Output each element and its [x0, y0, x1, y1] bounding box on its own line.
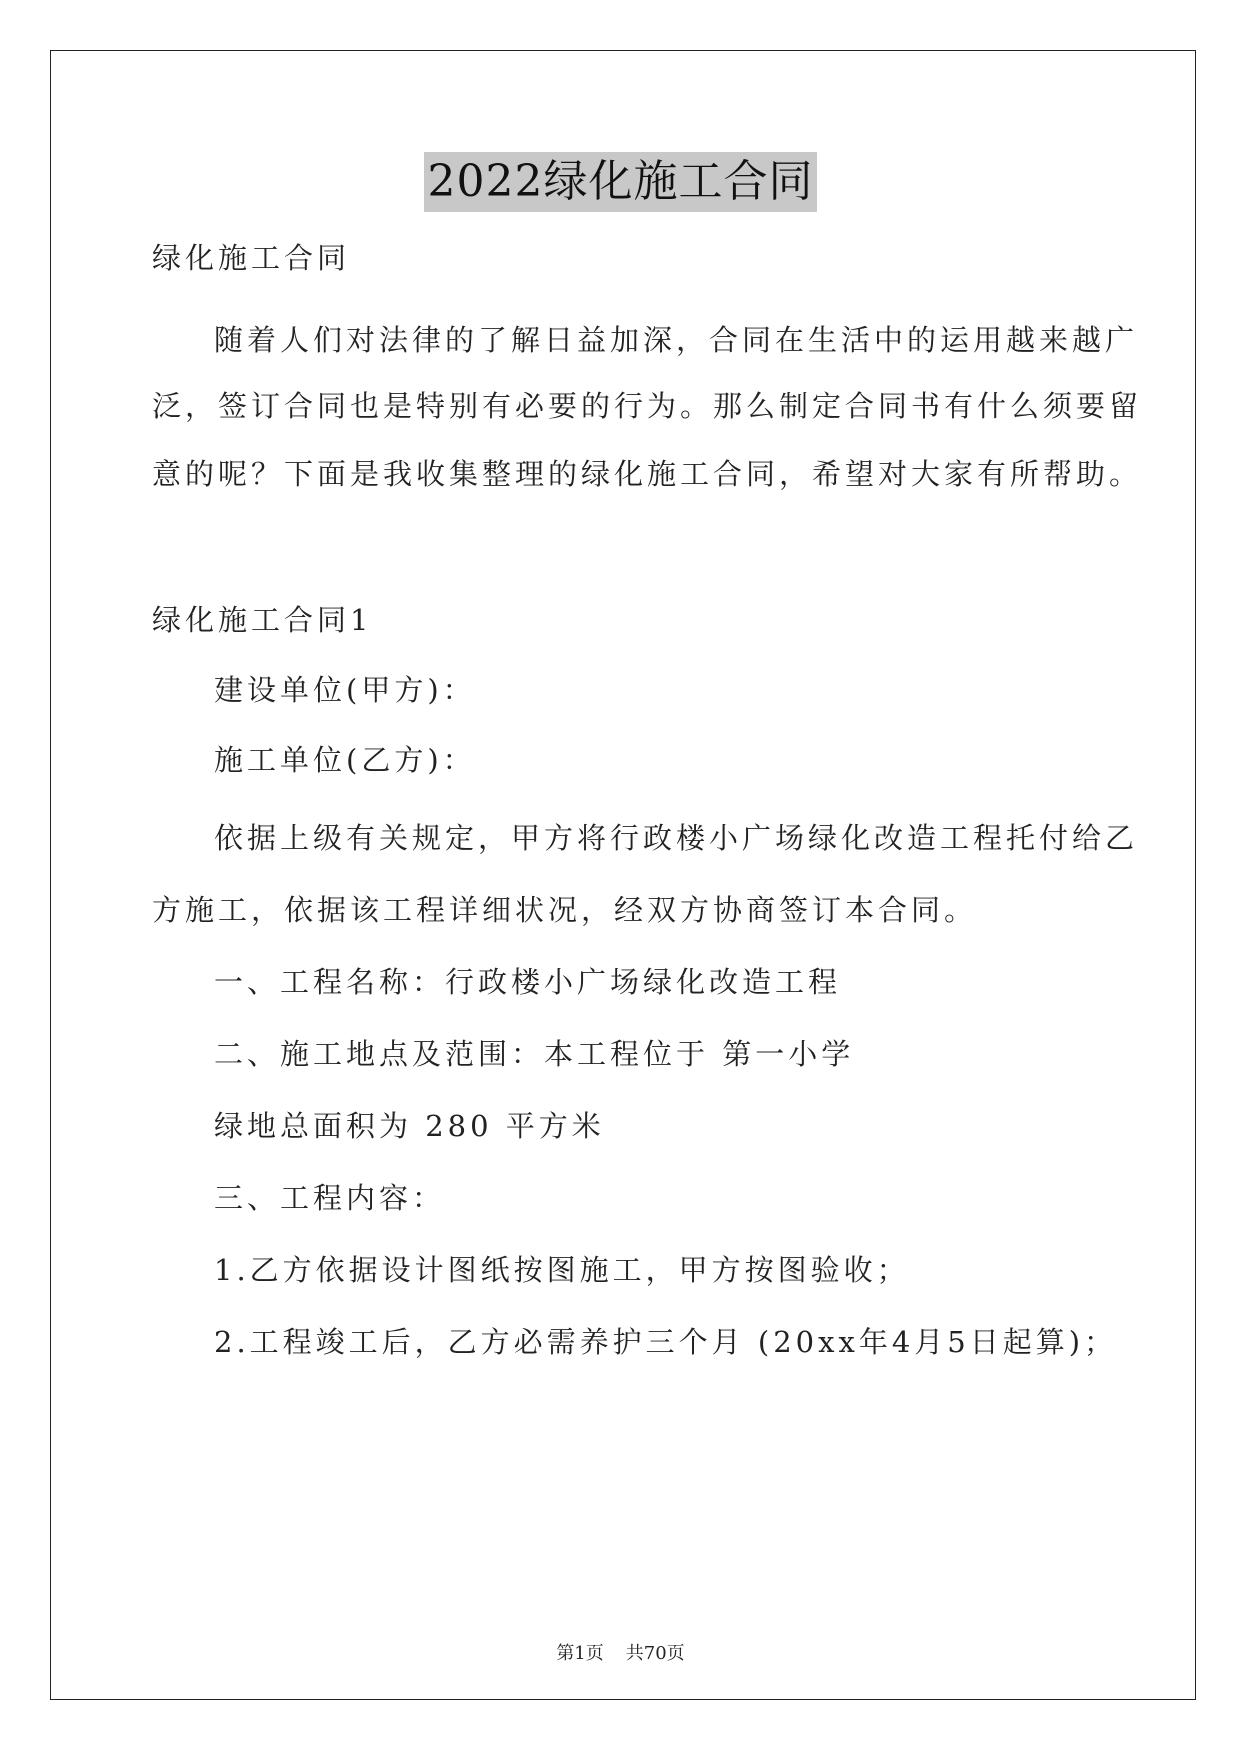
- page-border: [50, 50, 1196, 1700]
- item-content: 三、工程内容：: [214, 1181, 446, 1215]
- sub-item-2: 2.工程竣工后，乙方必需养护三个月 (20xx年4月5日起算)；: [214, 1325, 1118, 1359]
- title-container: [0, 152, 1241, 212]
- item-area: 绿地总面积为 280 平方米: [214, 1109, 605, 1143]
- page-footer: [0, 1642, 1241, 1666]
- item-location: 二、施工地点及范围：本工程位于 第一小学: [214, 1037, 855, 1071]
- party-b: 施工单位(乙方)：: [214, 743, 476, 777]
- clause-line-1: 依据上级有关规定，甲方将行政楼小广场绿化改造工程托付给乙: [214, 821, 1139, 855]
- section-title: 绿化施工合同1: [152, 603, 373, 637]
- heading: 绿化施工合同: [152, 241, 351, 275]
- intro-line-1: 随着人们对法律的了解日益加深，合同在生活中的运用越来越广: [214, 323, 1139, 357]
- sub-item-1: 1.乙方依据设计图纸按图施工，甲方按图验收；: [214, 1253, 910, 1287]
- clause-line-2: 方施工，依据该工程详细状况，经双方协商签订本合同。: [152, 893, 978, 927]
- document-title: 2022绿化施工合同: [424, 152, 818, 212]
- item-project-name: 一、工程名称：行政楼小广场绿化改造工程: [214, 965, 842, 999]
- party-a: 建设单位(甲方)：: [214, 673, 476, 707]
- intro-line-3: 意的呢？下面是我收集整理的绿化施工合同，希望对大家有所帮助。: [152, 457, 1143, 491]
- intro-line-2: 泛，签订合同也是特别有必要的行为。那么制定合同书有什么须要留: [152, 389, 1143, 423]
- page-total: 共70页: [625, 1643, 685, 1664]
- page-number: 第1页: [556, 1643, 604, 1664]
